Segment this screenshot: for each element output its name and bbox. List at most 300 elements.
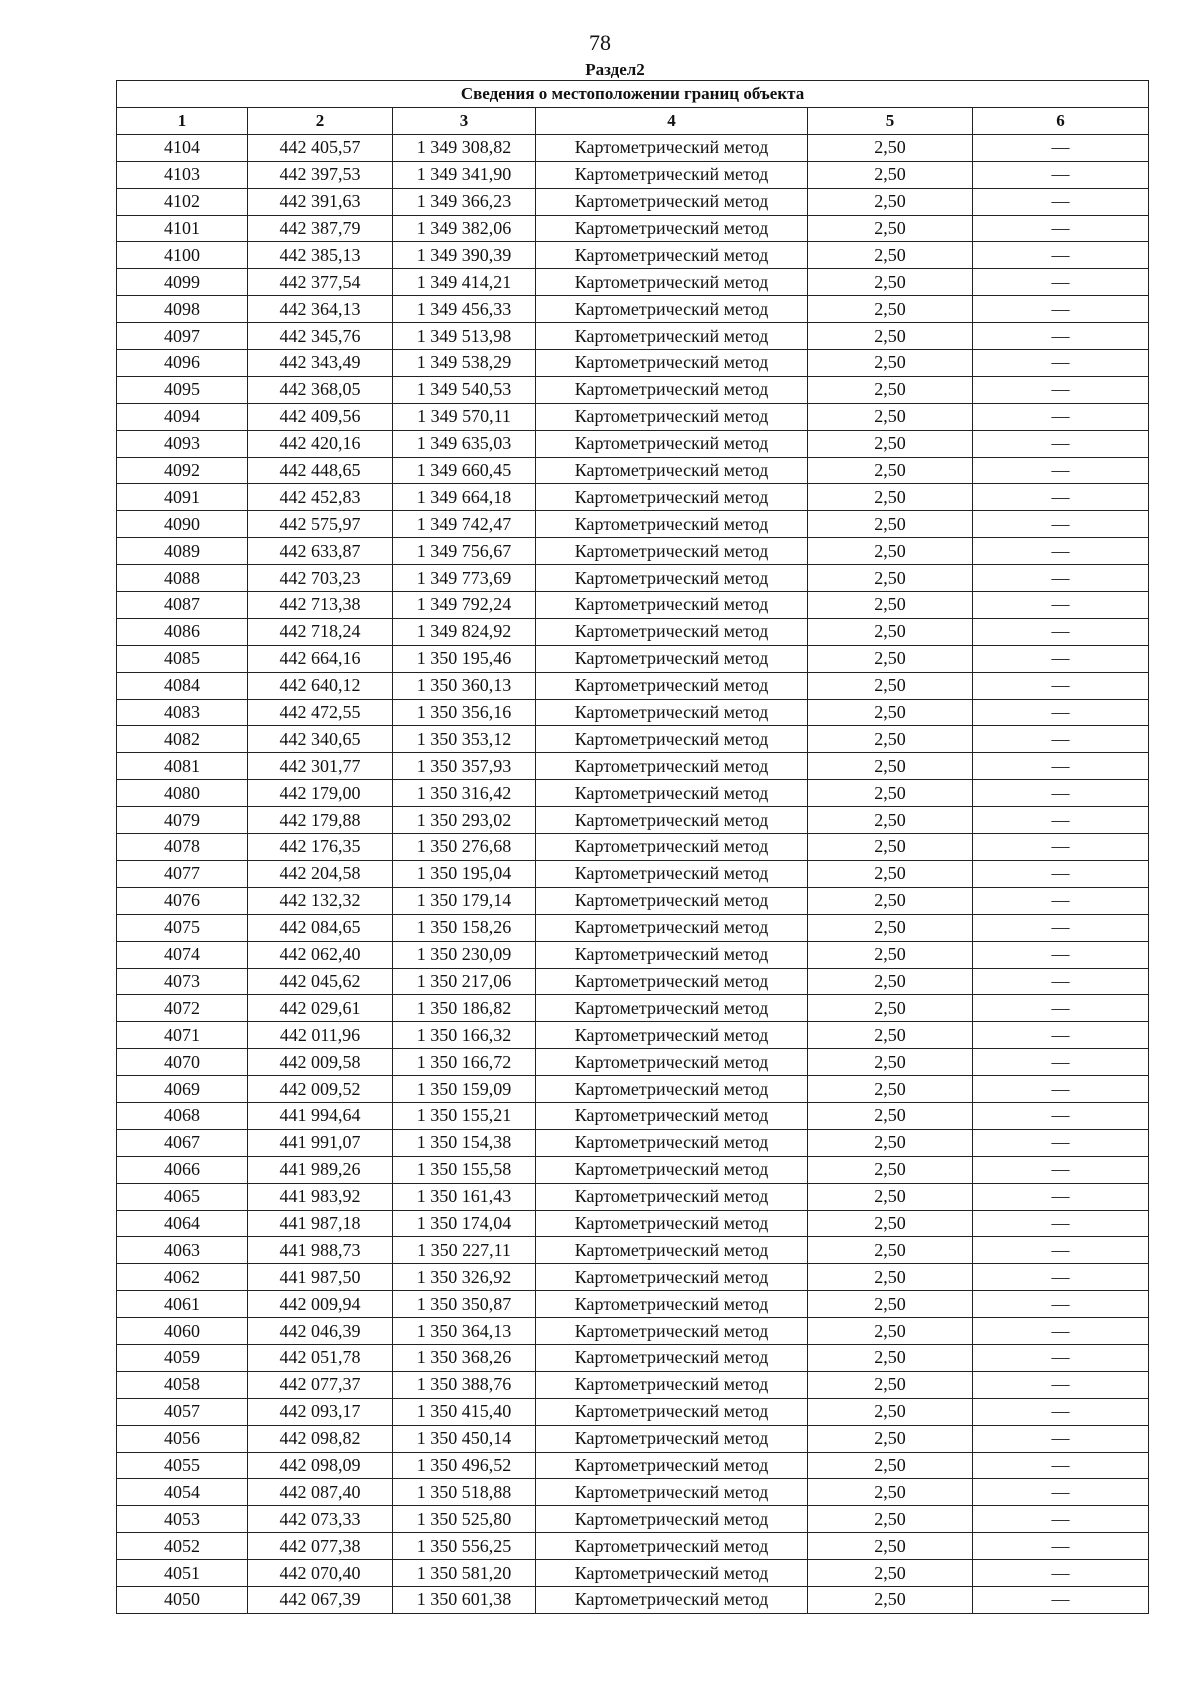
column-number-4: 4 (536, 108, 808, 135)
point-number-cell: 4089 (117, 538, 248, 565)
accuracy-cell: 2,50 (808, 1318, 973, 1345)
y-coordinate-cell: 1 350 415,40 (393, 1398, 536, 1425)
description-cell: — (973, 161, 1149, 188)
method-cell: Картометрический метод (536, 941, 808, 968)
x-coordinate-cell: 442 472,55 (248, 699, 393, 726)
point-number-cell: 4084 (117, 672, 248, 699)
description-cell: — (973, 1586, 1149, 1613)
table-row (117, 350, 1149, 377)
description-cell: — (973, 1344, 1149, 1371)
y-coordinate-cell: 1 350 227,11 (393, 1237, 536, 1264)
description-cell: — (973, 242, 1149, 269)
method-cell: Картометрический метод (536, 1156, 808, 1183)
method-cell: Картометрический метод (536, 1291, 808, 1318)
accuracy-cell: 2,50 (808, 941, 973, 968)
x-coordinate-cell: 442 077,38 (248, 1533, 393, 1560)
method-cell: Картометрический метод (536, 161, 808, 188)
y-coordinate-cell: 1 350 356,16 (393, 699, 536, 726)
table-row (117, 1264, 1149, 1291)
method-cell: Картометрический метод (536, 565, 808, 592)
table-row (117, 780, 1149, 807)
y-coordinate-cell: 1 350 601,38 (393, 1586, 536, 1613)
x-coordinate-cell: 442 009,94 (248, 1291, 393, 1318)
table-row (117, 1076, 1149, 1103)
y-coordinate-cell: 1 350 388,76 (393, 1371, 536, 1398)
y-coordinate-cell: 1 350 195,46 (393, 645, 536, 672)
point-number-cell: 4059 (117, 1344, 248, 1371)
column-number-1: 1 (117, 108, 248, 135)
point-number-cell: 4056 (117, 1425, 248, 1452)
table-row (117, 592, 1149, 619)
x-coordinate-cell: 442 420,16 (248, 430, 393, 457)
method-cell: Картометрический метод (536, 1183, 808, 1210)
point-number-cell: 4100 (117, 242, 248, 269)
description-cell: — (973, 1452, 1149, 1479)
point-number-cell: 4075 (117, 914, 248, 941)
method-cell: Картометрический метод (536, 1560, 808, 1587)
y-coordinate-cell: 1 350 155,21 (393, 1102, 536, 1129)
table-row (117, 1560, 1149, 1587)
point-number-cell: 4052 (117, 1533, 248, 1560)
table-body (117, 134, 1149, 1613)
accuracy-cell: 2,50 (808, 1291, 973, 1318)
table-row (117, 430, 1149, 457)
point-number-cell: 4069 (117, 1076, 248, 1103)
x-coordinate-cell: 442 093,17 (248, 1398, 393, 1425)
accuracy-cell: 2,50 (808, 726, 973, 753)
table-row (117, 1586, 1149, 1613)
table-row (117, 1371, 1149, 1398)
x-coordinate-cell: 442 397,53 (248, 161, 393, 188)
table-row (117, 1291, 1149, 1318)
table-row (117, 834, 1149, 861)
method-cell: Картометрический метод (536, 645, 808, 672)
point-number-cell: 4073 (117, 968, 248, 995)
column-number-5: 5 (808, 108, 973, 135)
method-cell: Картометрический метод (536, 430, 808, 457)
x-coordinate-cell: 442 098,82 (248, 1425, 393, 1452)
y-coordinate-cell: 1 350 166,32 (393, 1022, 536, 1049)
method-cell: Картометрический метод (536, 511, 808, 538)
point-number-cell: 4062 (117, 1264, 248, 1291)
table-row (117, 1022, 1149, 1049)
point-number-cell: 4072 (117, 995, 248, 1022)
method-cell: Картометрический метод (536, 1452, 808, 1479)
x-coordinate-cell: 441 987,18 (248, 1210, 393, 1237)
point-number-cell: 4081 (117, 753, 248, 780)
y-coordinate-cell: 1 350 217,06 (393, 968, 536, 995)
point-number-cell: 4070 (117, 1049, 248, 1076)
method-cell: Картометрический метод (536, 1049, 808, 1076)
x-coordinate-cell: 442 067,39 (248, 1586, 393, 1613)
method-cell: Картометрический метод (536, 350, 808, 377)
y-coordinate-cell: 1 349 792,24 (393, 592, 536, 619)
y-coordinate-cell: 1 350 350,87 (393, 1291, 536, 1318)
x-coordinate-cell: 442 377,54 (248, 269, 393, 296)
accuracy-cell: 2,50 (808, 914, 973, 941)
y-coordinate-cell: 1 350 293,02 (393, 807, 536, 834)
accuracy-cell: 2,50 (808, 753, 973, 780)
method-cell: Картометрический метод (536, 1022, 808, 1049)
table-row (117, 807, 1149, 834)
accuracy-cell: 2,50 (808, 1183, 973, 1210)
y-coordinate-cell: 1 350 353,12 (393, 726, 536, 753)
table-row (117, 726, 1149, 753)
x-coordinate-cell: 442 029,61 (248, 995, 393, 1022)
method-cell: Картометрический метод (536, 215, 808, 242)
x-coordinate-cell: 442 409,56 (248, 403, 393, 430)
y-coordinate-cell: 1 349 308,82 (393, 134, 536, 161)
description-cell: — (973, 1102, 1149, 1129)
method-cell: Картометрический метод (536, 1371, 808, 1398)
accuracy-cell: 2,50 (808, 1076, 973, 1103)
accuracy-cell: 2,50 (808, 834, 973, 861)
method-cell: Картометрический метод (536, 968, 808, 995)
accuracy-cell: 2,50 (808, 887, 973, 914)
y-coordinate-cell: 1 350 364,13 (393, 1318, 536, 1345)
description-cell: — (973, 511, 1149, 538)
accuracy-cell: 2,50 (808, 1533, 973, 1560)
table-row (117, 1102, 1149, 1129)
point-number-cell: 4051 (117, 1560, 248, 1587)
y-coordinate-cell: 1 350 556,25 (393, 1533, 536, 1560)
x-coordinate-cell: 442 179,00 (248, 780, 393, 807)
method-cell: Картометрический метод (536, 376, 808, 403)
point-number-cell: 4094 (117, 403, 248, 430)
x-coordinate-cell: 442 718,24 (248, 618, 393, 645)
y-coordinate-cell: 1 349 742,47 (393, 511, 536, 538)
y-coordinate-cell: 1 349 773,69 (393, 565, 536, 592)
table-caption: Сведения о местоположении границ объекта (117, 81, 1149, 108)
method-cell: Картометрический метод (536, 860, 808, 887)
table-row (117, 968, 1149, 995)
accuracy-cell: 2,50 (808, 565, 973, 592)
point-number-cell: 4086 (117, 618, 248, 645)
accuracy-cell: 2,50 (808, 645, 973, 672)
description-cell: — (973, 672, 1149, 699)
point-number-cell: 4104 (117, 134, 248, 161)
method-cell: Картометрический метод (536, 1102, 808, 1129)
accuracy-cell: 2,50 (808, 592, 973, 619)
y-coordinate-cell: 1 350 230,09 (393, 941, 536, 968)
description-cell: — (973, 1318, 1149, 1345)
accuracy-cell: 2,50 (808, 780, 973, 807)
method-cell: Картометрический метод (536, 699, 808, 726)
y-coordinate-cell: 1 349 660,45 (393, 457, 536, 484)
description-cell: — (973, 1183, 1149, 1210)
point-number-cell: 4063 (117, 1237, 248, 1264)
method-cell: Картометрический метод (536, 753, 808, 780)
accuracy-cell: 2,50 (808, 242, 973, 269)
method-cell: Картометрический метод (536, 1344, 808, 1371)
accuracy-cell: 2,50 (808, 1586, 973, 1613)
accuracy-cell: 2,50 (808, 161, 973, 188)
description-cell: — (973, 215, 1149, 242)
method-cell: Картометрический метод (536, 914, 808, 941)
method-cell: Картометрический метод (536, 1506, 808, 1533)
x-coordinate-cell: 442 301,77 (248, 753, 393, 780)
description-cell: — (973, 1506, 1149, 1533)
description-cell: — (973, 1264, 1149, 1291)
description-cell: — (973, 269, 1149, 296)
description-cell: — (973, 860, 1149, 887)
method-cell: Картометрический метод (536, 1076, 808, 1103)
description-cell: — (973, 1022, 1149, 1049)
x-coordinate-cell: 442 448,65 (248, 457, 393, 484)
accuracy-cell: 2,50 (808, 807, 973, 834)
point-number-cell: 4067 (117, 1129, 248, 1156)
y-coordinate-cell: 1 349 664,18 (393, 484, 536, 511)
accuracy-cell: 2,50 (808, 1156, 973, 1183)
point-number-cell: 4102 (117, 188, 248, 215)
accuracy-cell: 2,50 (808, 1022, 973, 1049)
description-cell: — (973, 887, 1149, 914)
point-number-cell: 4058 (117, 1371, 248, 1398)
y-coordinate-cell: 1 349 513,98 (393, 323, 536, 350)
description-cell: — (973, 296, 1149, 323)
x-coordinate-cell: 442 387,79 (248, 215, 393, 242)
table-row (117, 1344, 1149, 1371)
table-row (117, 134, 1149, 161)
method-cell: Картометрический метод (536, 834, 808, 861)
accuracy-cell: 2,50 (808, 538, 973, 565)
point-number-cell: 4071 (117, 1022, 248, 1049)
accuracy-cell: 2,50 (808, 1452, 973, 1479)
method-cell: Картометрический метод (536, 1264, 808, 1291)
y-coordinate-cell: 1 350 186,82 (393, 995, 536, 1022)
y-coordinate-cell: 1 349 570,11 (393, 403, 536, 430)
method-cell: Картометрический метод (536, 1479, 808, 1506)
description-cell: — (973, 538, 1149, 565)
description-cell: — (973, 484, 1149, 511)
point-number-cell: 4082 (117, 726, 248, 753)
accuracy-cell: 2,50 (808, 699, 973, 726)
y-coordinate-cell: 1 350 326,92 (393, 1264, 536, 1291)
y-coordinate-cell: 1 350 154,38 (393, 1129, 536, 1156)
accuracy-cell: 2,50 (808, 134, 973, 161)
point-number-cell: 4080 (117, 780, 248, 807)
method-cell: Картометрический метод (536, 1210, 808, 1237)
description-cell: — (973, 1237, 1149, 1264)
column-number-6: 6 (973, 108, 1149, 135)
description-cell: — (973, 134, 1149, 161)
table-row (117, 1506, 1149, 1533)
table-row (117, 511, 1149, 538)
description-cell: — (973, 350, 1149, 377)
y-coordinate-cell: 1 350 368,26 (393, 1344, 536, 1371)
table-row (117, 1156, 1149, 1183)
method-cell: Картометрический метод (536, 242, 808, 269)
y-coordinate-cell: 1 349 382,06 (393, 215, 536, 242)
x-coordinate-cell: 442 176,35 (248, 834, 393, 861)
table-row (117, 941, 1149, 968)
y-coordinate-cell: 1 349 390,39 (393, 242, 536, 269)
method-cell: Картометрический метод (536, 887, 808, 914)
point-number-cell: 4064 (117, 1210, 248, 1237)
description-cell: — (973, 1210, 1149, 1237)
y-coordinate-cell: 1 350 450,14 (393, 1425, 536, 1452)
point-number-cell: 4061 (117, 1291, 248, 1318)
point-number-cell: 4050 (117, 1586, 248, 1613)
table-row (117, 914, 1149, 941)
x-coordinate-cell: 442 713,38 (248, 592, 393, 619)
y-coordinate-cell: 1 350 496,52 (393, 1452, 536, 1479)
x-coordinate-cell: 442 073,33 (248, 1506, 393, 1533)
accuracy-cell: 2,50 (808, 1506, 973, 1533)
description-cell: — (973, 1156, 1149, 1183)
table-row (117, 161, 1149, 188)
method-cell: Картометрический метод (536, 1237, 808, 1264)
y-coordinate-cell: 1 350 159,09 (393, 1076, 536, 1103)
y-coordinate-cell: 1 350 276,68 (393, 834, 536, 861)
x-coordinate-cell: 442 405,57 (248, 134, 393, 161)
method-cell: Картометрический метод (536, 403, 808, 430)
x-coordinate-cell: 441 987,50 (248, 1264, 393, 1291)
x-coordinate-cell: 442 452,83 (248, 484, 393, 511)
accuracy-cell: 2,50 (808, 188, 973, 215)
description-cell: — (973, 1533, 1149, 1560)
accuracy-cell: 2,50 (808, 484, 973, 511)
accuracy-cell: 2,50 (808, 1479, 973, 1506)
table-caption-row (117, 81, 1149, 108)
description-cell: — (973, 807, 1149, 834)
accuracy-cell: 2,50 (808, 1425, 973, 1452)
accuracy-cell: 2,50 (808, 215, 973, 242)
description-cell: — (973, 457, 1149, 484)
column-number-3: 3 (393, 108, 536, 135)
method-cell: Картометрический метод (536, 1129, 808, 1156)
accuracy-cell: 2,50 (808, 1102, 973, 1129)
method-cell: Картометрический метод (536, 296, 808, 323)
table-row (117, 699, 1149, 726)
accuracy-cell: 2,50 (808, 1398, 973, 1425)
method-cell: Картометрический метод (536, 538, 808, 565)
method-cell: Картометрический метод (536, 484, 808, 511)
table-row (117, 457, 1149, 484)
accuracy-cell: 2,50 (808, 618, 973, 645)
description-cell: — (973, 753, 1149, 780)
table-row (117, 376, 1149, 403)
method-cell: Картометрический метод (536, 134, 808, 161)
table-row (117, 188, 1149, 215)
accuracy-cell: 2,50 (808, 1560, 973, 1587)
accuracy-cell: 2,50 (808, 1049, 973, 1076)
description-cell: — (973, 1049, 1149, 1076)
point-number-cell: 4098 (117, 296, 248, 323)
x-coordinate-cell: 442 011,96 (248, 1022, 393, 1049)
x-coordinate-cell: 441 994,64 (248, 1102, 393, 1129)
page-number: 78 (589, 30, 611, 55)
description-cell: — (973, 1560, 1149, 1587)
y-coordinate-cell: 1 349 824,92 (393, 618, 536, 645)
x-coordinate-cell: 442 575,97 (248, 511, 393, 538)
point-number-cell: 4057 (117, 1398, 248, 1425)
description-cell: — (973, 188, 1149, 215)
method-cell: Картометрический метод (536, 726, 808, 753)
y-coordinate-cell: 1 350 161,43 (393, 1183, 536, 1210)
table-row (117, 645, 1149, 672)
x-coordinate-cell: 442 046,39 (248, 1318, 393, 1345)
x-coordinate-cell: 442 087,40 (248, 1479, 393, 1506)
point-number-cell: 4077 (117, 860, 248, 887)
description-cell: — (973, 699, 1149, 726)
y-coordinate-cell: 1 349 341,90 (393, 161, 536, 188)
method-cell: Картометрический метод (536, 995, 808, 1022)
x-coordinate-cell: 442 179,88 (248, 807, 393, 834)
y-coordinate-cell: 1 350 174,04 (393, 1210, 536, 1237)
accuracy-cell: 2,50 (808, 403, 973, 430)
description-cell: — (973, 834, 1149, 861)
x-coordinate-cell: 441 989,26 (248, 1156, 393, 1183)
point-number-cell: 4092 (117, 457, 248, 484)
table-row (117, 1237, 1149, 1264)
method-cell: Картометрический метод (536, 672, 808, 699)
x-coordinate-cell: 442 077,37 (248, 1371, 393, 1398)
description-cell: — (973, 430, 1149, 457)
point-number-cell: 4099 (117, 269, 248, 296)
x-coordinate-cell: 441 988,73 (248, 1237, 393, 1264)
point-number-cell: 4074 (117, 941, 248, 968)
x-coordinate-cell: 442 098,09 (248, 1452, 393, 1479)
x-coordinate-cell: 442 664,16 (248, 645, 393, 672)
table-row (117, 1049, 1149, 1076)
method-cell: Картометрический метод (536, 1398, 808, 1425)
point-number-cell: 4090 (117, 511, 248, 538)
table-row (117, 1183, 1149, 1210)
accuracy-cell: 2,50 (808, 1237, 973, 1264)
description-cell: — (973, 968, 1149, 995)
y-coordinate-cell: 1 350 525,80 (393, 1506, 536, 1533)
table-row (117, 672, 1149, 699)
x-coordinate-cell: 442 132,32 (248, 887, 393, 914)
accuracy-cell: 2,50 (808, 860, 973, 887)
method-cell: Картометрический метод (536, 457, 808, 484)
table-row (117, 995, 1149, 1022)
description-cell: — (973, 645, 1149, 672)
x-coordinate-cell: 442 368,05 (248, 376, 393, 403)
table-row (117, 1129, 1149, 1156)
method-cell: Картометрический метод (536, 592, 808, 619)
x-coordinate-cell: 442 640,12 (248, 672, 393, 699)
x-coordinate-cell: 442 343,49 (248, 350, 393, 377)
x-coordinate-cell: 442 051,78 (248, 1344, 393, 1371)
table-row (117, 269, 1149, 296)
x-coordinate-cell: 442 345,76 (248, 323, 393, 350)
point-number-cell: 4103 (117, 161, 248, 188)
table-row (117, 323, 1149, 350)
point-number-cell: 4093 (117, 430, 248, 457)
description-cell: — (973, 1371, 1149, 1398)
accuracy-cell: 2,50 (808, 1344, 973, 1371)
table-row (117, 484, 1149, 511)
point-number-cell: 4066 (117, 1156, 248, 1183)
y-coordinate-cell: 1 349 538,29 (393, 350, 536, 377)
description-cell: — (973, 780, 1149, 807)
y-coordinate-cell: 1 349 366,23 (393, 188, 536, 215)
x-coordinate-cell: 442 070,40 (248, 1560, 393, 1587)
method-cell: Картометрический метод (536, 780, 808, 807)
point-number-cell: 4055 (117, 1452, 248, 1479)
accuracy-cell: 2,50 (808, 350, 973, 377)
table-row (117, 296, 1149, 323)
method-cell: Картометрический метод (536, 1318, 808, 1345)
point-number-cell: 4096 (117, 350, 248, 377)
y-coordinate-cell: 1 350 155,58 (393, 1156, 536, 1183)
accuracy-cell: 2,50 (808, 1210, 973, 1237)
point-number-cell: 4076 (117, 887, 248, 914)
description-cell: — (973, 1129, 1149, 1156)
accuracy-cell: 2,50 (808, 296, 973, 323)
